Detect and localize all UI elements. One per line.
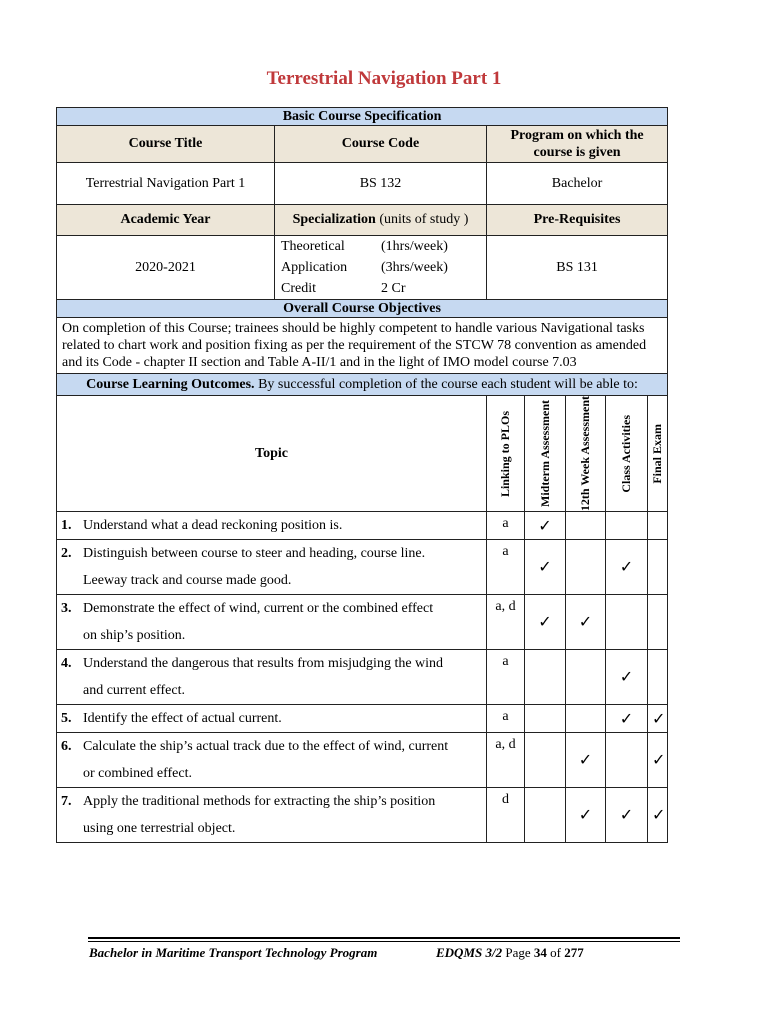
academic-year-value: 2020-2021 (57, 236, 275, 300)
topic-text: Identify the effect of actual current. (83, 711, 282, 727)
col-course-code: Course Code (275, 126, 487, 163)
col-course-title: Course Title (57, 126, 275, 163)
assessment-cell (525, 788, 566, 843)
footer-program: Bachelor in Maritime Transport Technology Program (89, 945, 378, 960)
page-title: Terrestrial Navigation Part 1 (266, 68, 502, 89)
topic-text-cont: using one terrestrial object. (83, 821, 236, 837)
topic-text-cont: or combined effect. (83, 766, 192, 782)
col-prerequisites: Pre-Requisites (487, 205, 668, 236)
topic-row (57, 788, 668, 843)
topic-number: 3. (61, 601, 72, 617)
assessment-cell (525, 595, 566, 650)
footer-rule-thin (88, 941, 680, 942)
topic-number: 6. (61, 739, 72, 755)
topic-cell (57, 540, 487, 595)
topic-cell (57, 595, 487, 650)
objectives-text: On completion of this Course; trainees should be highly competent to handle various Navigational tasks related to chart work and position fixing as per the requirement of the STCW 78 convention as amended and its Code - chapter II section and Table A-II/1 and in the light of IMO model course 7.03 (57, 318, 668, 374)
plo-link: d (487, 788, 525, 843)
topic-text: Apply the traditional methods for extracting the ship’s position (83, 794, 436, 810)
check-icon: ✓ (652, 752, 666, 770)
plo-link: a (487, 705, 525, 733)
check-icon: ✓ (578, 752, 593, 770)
check-icon: ✓ (538, 559, 552, 577)
assessment-cell (566, 650, 606, 705)
topic-row (57, 512, 668, 540)
assessment-cell (566, 788, 606, 843)
col-program: Program on which the course is given (487, 126, 668, 163)
topic-text: Understand the dangerous that results from misjudging the wind (83, 656, 444, 672)
assessment-cell (606, 650, 648, 705)
units-of-study (275, 236, 487, 300)
topic-text: Demonstrate the effect of wind, current or the combined effect (83, 601, 434, 617)
plo-link: a (487, 650, 525, 705)
plo-link: a, d (487, 595, 525, 650)
check-icon: ✓ (619, 807, 634, 825)
footer-rule (88, 937, 680, 939)
assessment-cell (566, 705, 606, 733)
col-12th-week: 12th Week Assessment (578, 396, 592, 512)
topic-cell (57, 733, 487, 788)
assessment-cell (606, 512, 648, 540)
topic-row (57, 705, 668, 733)
assessment-cell (606, 595, 648, 650)
prerequisites-value: BS 131 (487, 236, 668, 300)
topic-row (57, 733, 668, 788)
check-icon: ✓ (652, 710, 666, 728)
assessment-cell (648, 705, 668, 733)
topic-cell (57, 705, 487, 733)
assessment-cell (648, 595, 668, 650)
topic-text-cont: Leeway track and course made good. (83, 573, 292, 589)
topic-cell (57, 512, 487, 540)
check-icon: ✓ (578, 614, 593, 632)
topic-number: 1. (61, 518, 72, 534)
unit-application: Application (3hrs/week) (281, 260, 448, 275)
footer-page-info: EDQMS 3/2 Page 34 of 277 (436, 945, 584, 960)
col-final-exam: Final Exam (650, 423, 665, 484)
assessment-cell (648, 650, 668, 705)
col-academic-year: Academic Year (57, 205, 275, 236)
assessment-cell (566, 595, 606, 650)
check-icon: ✓ (619, 559, 634, 577)
unit-theoretical: Theoretical (1hrs/week) (281, 239, 448, 254)
course-title-value: Terrestrial Navigation Part 1 (57, 163, 275, 205)
topic-number: 4. (61, 656, 72, 672)
objectives-header: Overall Course Objectives (57, 300, 668, 318)
check-icon: ✓ (619, 669, 634, 687)
check-icon: ✓ (578, 807, 593, 825)
assessment-cell (525, 650, 566, 705)
assessment-cell (606, 540, 648, 595)
topic-row (57, 650, 668, 705)
assessment-cell (606, 788, 648, 843)
assessment-cell (648, 733, 668, 788)
plo-link: a (487, 512, 525, 540)
topic-text-cont: and current effect. (83, 683, 185, 699)
assessment-cell (648, 540, 668, 595)
course-code-value: BS 132 (275, 163, 487, 205)
assessment-cell (566, 540, 606, 595)
unit-credit: Credit 2 Cr (281, 281, 406, 296)
check-icon: ✓ (538, 614, 552, 632)
col-linking-plos: Linking to PLOs (498, 410, 512, 497)
topic-row (57, 540, 668, 595)
topic-header: Topic (57, 396, 487, 512)
basic-spec-header: Basic Course Specification (57, 108, 668, 126)
course-spec-table (56, 107, 668, 843)
col-class-activities: Class Activities (619, 414, 633, 493)
topic-text-cont: on ship’s position. (83, 628, 186, 644)
check-icon: ✓ (652, 807, 666, 825)
topic-cell (57, 788, 487, 843)
topic-number: 5. (61, 711, 72, 727)
col-midterm: Midterm Assessment (537, 400, 552, 508)
assessment-cell (566, 733, 606, 788)
check-icon: ✓ (619, 710, 634, 728)
check-icon: ✓ (538, 517, 552, 535)
assessment-cell (648, 512, 668, 540)
assessment-cell (566, 512, 606, 540)
topic-text: Distinguish between course to steer and heading, course line. (83, 546, 426, 562)
program-value: Bachelor (487, 163, 668, 205)
col-specialization: Specialization (units of study ) (275, 205, 487, 236)
plo-link: a, d (487, 733, 525, 788)
topic-number: 7. (61, 794, 72, 810)
assessment-cell (525, 512, 566, 540)
assessment-cell (606, 733, 648, 788)
outcomes-header: Course Learning Outcomes. By successful completion of the course each student will be able to: (57, 374, 668, 396)
topic-cell (57, 650, 487, 705)
topic-text: Calculate the ship’s actual track due to the effect of wind, current (83, 739, 449, 755)
plo-link: a (487, 540, 525, 595)
assessment-cell (525, 705, 566, 733)
assessment-cell (525, 540, 566, 595)
assessment-cell (525, 733, 566, 788)
topic-row (57, 595, 668, 650)
assessment-cell (648, 788, 668, 843)
assessment-cell (606, 705, 648, 733)
topic-text: Understand what a dead reckoning position is. (83, 518, 343, 534)
topic-number: 2. (61, 546, 72, 562)
